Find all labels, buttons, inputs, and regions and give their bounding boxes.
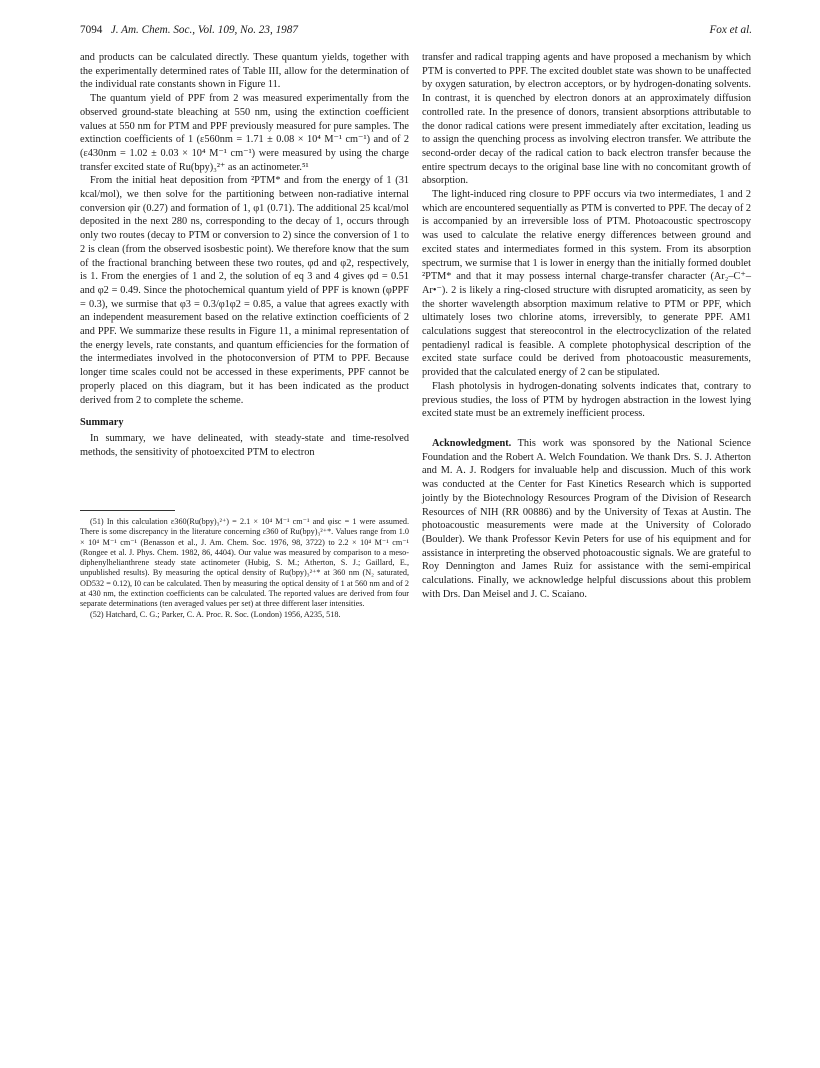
header-left	[80, 24, 298, 36]
right-column	[422, 51, 751, 601]
footnotes	[80, 517, 409, 620]
journal-name: J. Am. Chem. Soc.,	[110, 24, 196, 36]
paragraph: The quantum yield of PPF from 2 was measured experimentally from the observed ground-state bleaching at 550 nm, using the extinction coefficient values at 550 nm for PTM and PPF previously measured for pure samples. The extinction coefficients of 1 (ε560nm = 1.71 ± 0.08 × 10⁴ M⁻¹ cm⁻¹) and of 2 (ε430nm = 1.02 ± 0.03 × 10⁴ M⁻¹ cm⁻¹) were measured by using the charge transfer excited state of Ru(bpy)₃²⁺ as an actinometer.⁵¹	[80, 93, 409, 173]
volume-issue: Vol. 109, No. 23, 1987	[197, 24, 298, 36]
footnote-rule	[80, 510, 175, 511]
paragraph: From the initial heat deposition from ²PTM* and from the energy of 1 (31 kcal/mol), we then solve for the partitioning between non-radiative internal conversion φir (0.27) and formation of 1, φ1 (0.71). The additional 25 kcal/mol deposited in the next 280 ns, corresponding to the decay of 1, occurs through only two routes (decay to PTM or conversion to 2) since the conversion of 1 to 2 is clean (from the observed isosbestic point). We therefore know that the sum of the fractional branching between these two routes, φd and φ2, respectively, is 1. From the energies of 1 and 2, the solution of eq 3 and 4 gives φd = 0.51 and φ2 = 0.49. Since the photochemical quantum yield of PPF is known (φPPF = 0.3), we surmise that φ3 = 0.3/φ1φ2 = 0.85, a value that agrees exactly with an independent measurement based on the relative extinction coefficients of 2 and PPF. We summarize these results in Figure 11, a minimal representation of the energy levels, rate constants, and quantum efficiencies for the formation of the intermediates involved in the photoconversion of PTM to PPF. Because longer time scales could not be accessed in these experiments, PPF cannot be properly placed on this diagram, but it has been indicated as the product derived from 2 to complete the scheme.	[80, 175, 409, 406]
paragraph: Flash photolysis in hydrogen-donating solvents indicates that, contrary to previous studies, the loss of PTM by hydrogen abstraction in the lowest lying excited state must be an extremely inefficient process.	[422, 380, 751, 420]
paragraph: transfer and radical trapping agents and have proposed a mechanism by which PTM is converted to PPF. The excited doublet state was shown to be unaffected by oxygen saturation, by electron acceptors, or by hydrogen-donating solvents. In contrast, it is quenched by electron donors at an approximately diffusion controlled rate. In the presence of donors, transient absorptions attributable to the donor radical cations were present immediately after excitation, leading us to assign the quenching process as involving electron transfer. We attribute the second-order decay of the radical cation to back electron transfer because the entire spectrum decays to the original base line with no concomitant growth of absorption.	[422, 52, 751, 187]
running-authors: Fox et al.	[709, 24, 752, 36]
footnote-51: (51) In this calculation ε360(Ru(bpy)₃²⁺) = 2.1 × 10⁴ M⁻¹ cm⁻¹ and φisc = 1 were assumed. There is some discrepancy in the literature concerning ε360 of Ru(bpy)₃²⁺*. Values range from 1.0 × 10⁴ M⁻¹ cm⁻¹ (Benasson et al., J. Am. Chem. Soc. 1976, 98, 3722) to 2.2 × 10⁴ M⁻¹ cm⁻¹ (Rongee et al. J. Phys. Chem. 1982, 86, 4404). Our value was measured by comparison to a meso-diphenylhelianthrene steady state actinometer (Hubig, S. M.; Atherton, S. J.; Gaillard, E., unpublished results). By measuring the optical density of Ru(bpy)₃²⁺* at 360 nm (N₂ saturated, OD532 = 0.12), I0 can be calculated. Then by measuring the optical density of 1 at 560 nm and of 2 at 430 nm, the extinction coefficients can be calculated. The reported values are derived from four separate determinations (ten averaged values per set) at three different laser intensities.	[80, 517, 409, 609]
section-heading-summary: Summary	[80, 417, 124, 429]
page-header	[80, 24, 752, 44]
page-number: 7094	[80, 24, 103, 36]
footnote-52: (52) Hatchard, C. G.; Parker, C. A. Proc. R. Soc. (London) 1956, A235, 518.	[90, 609, 341, 619]
paragraph: The light-induced ring closure to PPF occurs via two intermediates, 1 and 2 which are encountered sequentially as PTM is converted to PPF. The decay of 2 is accompanied by an irreversible loss of PTM. Photoacoustic spectroscopy was used to calculate the relative energy differences between ground and excited states and intermediates formed in this system. From its absorption spectrum, we surmise that 1 is lower in energy than the initially formed doublet ²PTM* and that it may possess internal charge-transfer character (Ar₂–C⁺–Ar•⁻). 2 is likely a ring-closed structure with disrupted aromaticity, as seen by the shorter wavelength absorption maximum relative to PTM or PPF, which ultimately loses two chlorine atoms, irreversibly, to generate PPF. AM1 calculations suggest that stereocontrol in the electrocyclization of the related pentadienyl radical is feasible. A complete photophysical description of the excited state surface could be derived from photoacoustic measurements, provided that the calculated energy of 2 can be stipulated.	[422, 189, 751, 379]
paragraph: In summary, we have delineated, with steady-state and time-resolved methods, the sensitivity of photoexcited PTM to electron	[80, 432, 409, 458]
paragraph: and products can be calculated directly. These quantum yields, together with the experimentally determined rates of Table III, allow for the determination of the individual rate constants shown in Figure 11.	[80, 52, 409, 91]
acknowledgment-text: This work was sponsored by the National Science Foundation and the Robert A. Welch Foundation. We thank Drs. S. J. Atherton and M. A. J. Rodgers for invaluable help and discussion. Much of this work was conducted at the Center for Fast Kinetics Research which is supported jointly by the Biotechnology Resources Program of the Division of Research Resources of NIH (RR 00886) and by the University of Texas at Austin. The photoacoustic measurements were made at the University of Colorado (Boulder). We thank Professor Kevin Peters for use of his equipment and for assistance in interpreting the observed photoacoustic signals. We are grateful to Roy Dennington and James Ruiz for assistance with the semi-empirical calculations. Finally, we acknowledge helpful discussions about this problem with Drs. Dan Meisel and J. C. Scaiano.	[422, 437, 751, 600]
acknowledgment-label: Acknowledgment.	[432, 437, 512, 449]
acknowledgment	[422, 437, 751, 601]
left-column	[80, 51, 409, 459]
